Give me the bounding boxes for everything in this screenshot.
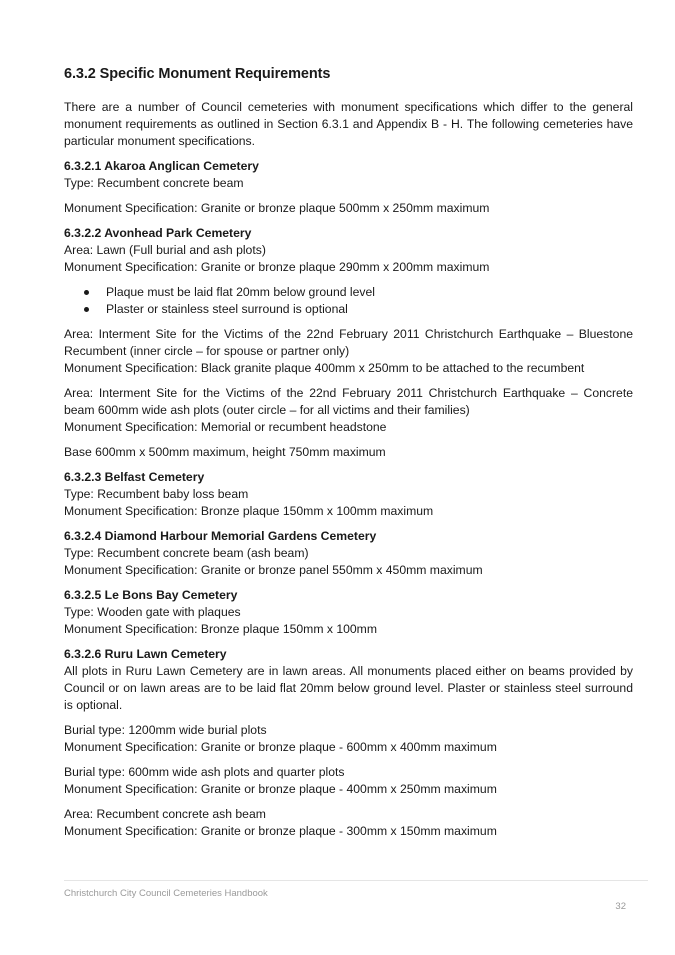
diamond-harbour-spec: Monument Specification: Granite or bronze panel 550mm x 450mm maximum — [64, 563, 483, 577]
bullet-icon — [84, 307, 89, 312]
le-bons-type: Type: Wooden gate with plaques — [64, 605, 241, 619]
ruru-1200-spec: Monument Specification: Granite or bronze plaque - 600mm x 400mm maximum — [64, 740, 497, 754]
ruru-600-spec: Monument Specification: Granite or bronze plaque - 400mm x 250mm maximum — [64, 782, 497, 796]
ruru-ash-beam-area: Area: Recumbent concrete ash beam — [64, 807, 266, 821]
section-intro: There are a number of Council cemeteries with monument specifications which differ to the general monument requirements as outlined in Section 6.3.1 and Appendix B - H. The following cemeteries have particular monument specifications. — [64, 100, 633, 148]
avonhead-heading: 6.3.2.2 Avonhead Park Cemetery — [64, 226, 252, 240]
belfast-spec: Monument Specification: Bronze plaque 150mm x 100mm maximum — [64, 504, 434, 518]
list-item: Plaster or stainless steel surround is optional — [64, 301, 633, 318]
avonhead-interment-inner-spec: Monument Specification: Black granite plaque 400mm x 250mm to be attached to the recumbent — [64, 361, 585, 375]
ruru-1200-type: Burial type: 1200mm wide burial plots — [64, 723, 267, 737]
cemetery-list — [64, 158, 633, 840]
page-number: 32 — [615, 901, 626, 912]
ruru-ash-beam-spec: Monument Specification: Granite or bronze plaque - 300mm x 150mm maximum — [64, 824, 497, 838]
diamond-harbour-type: Type: Recumbent concrete beam (ash beam) — [64, 546, 309, 560]
avonhead-interment-outer-area: Area: Interment Site for the Victims of the 22nd February 2011 Christchurch Earthquake – Concrete beam 600mm wide ash plots (outer circle – for all victims and their families) — [64, 386, 633, 417]
avonhead-interment-outer-spec: Monument Specification: Memorial or recumbent headstone — [64, 420, 387, 434]
avonhead-interment-inner-area: Area: Interment Site for the Victims of the 22nd February 2011 Christchurch Earthquake – Bluestone Recumbent (inner circle – for spouse or partner only) — [64, 327, 633, 358]
akaroa-spec: Monument Specification: Granite or bronze plaque 500mm x 250mm maximum — [64, 201, 490, 215]
footer-title: Christchurch City Council Cemeteries Handbook — [64, 888, 268, 899]
avonhead-base: Base 600mm x 500mm maximum, height 750mm maximum — [64, 445, 386, 459]
akaroa-heading: 6.3.2.1 Akaroa Anglican Cemetery — [64, 159, 259, 173]
ruru-intro: All plots in Ruru Lawn Cemetery are in lawn areas. All monuments placed either on beams provided by Council or on lawn areas are to be laid flat 20mm below ground level. Plaster or stainless steel surround is optional. — [64, 664, 633, 712]
bullet-icon — [84, 290, 89, 295]
avonhead-spec: Monument Specification: Granite or bronze plaque 290mm x 200mm maximum — [64, 260, 490, 274]
akaroa-type: Type: Recumbent concrete beam — [64, 176, 244, 190]
ruru-600-type: Burial type: 600mm wide ash plots and quarter plots — [64, 765, 345, 779]
belfast-type: Type: Recumbent baby loss beam — [64, 487, 249, 501]
avonhead-bullet-list — [64, 284, 633, 318]
avonhead-area: Area: Lawn (Full burial and ash plots) — [64, 243, 266, 257]
le-bons-spec: Monument Specification: Bronze plaque 150mm x 100mm — [64, 622, 377, 636]
footer-divider — [64, 880, 648, 881]
list-item: Plaque must be laid flat 20mm below ground level — [64, 284, 633, 301]
belfast-heading: 6.3.2.3 Belfast Cemetery — [64, 470, 205, 484]
diamond-harbour-heading: 6.3.2.4 Diamond Harbour Memorial Gardens Cemetery — [64, 529, 377, 543]
le-bons-heading: 6.3.2.5 Le Bons Bay Cemetery — [64, 588, 238, 602]
ruru-heading: 6.3.2.6 Ruru Lawn Cemetery — [64, 647, 227, 661]
section-heading: 6.3.2 Specific Monument Requirements — [64, 66, 331, 82]
